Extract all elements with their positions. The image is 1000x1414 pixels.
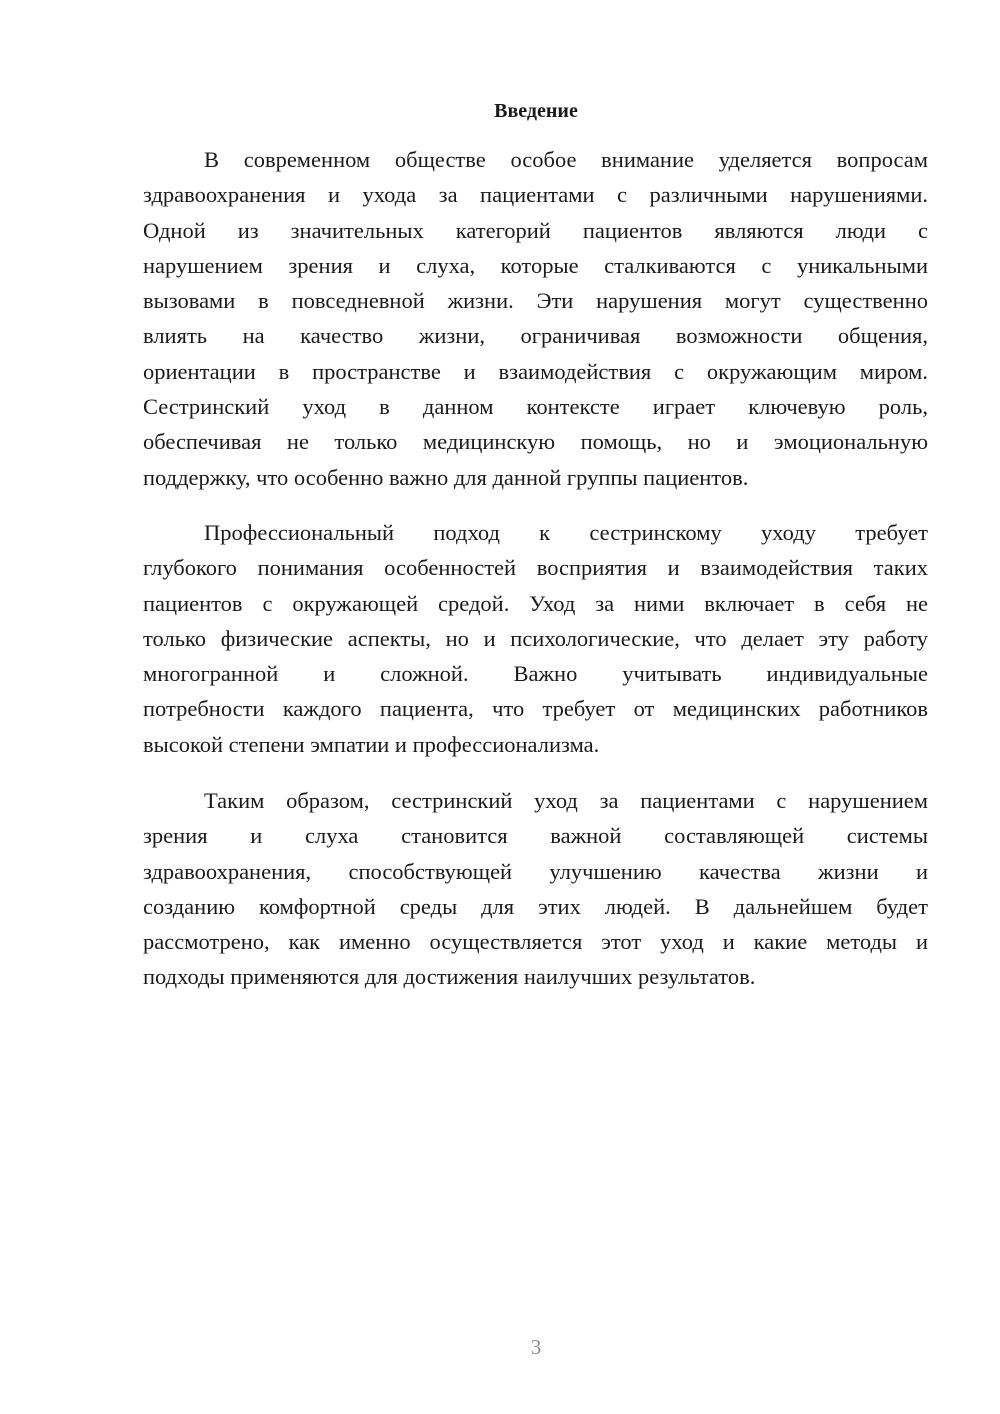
paragraph-line: подходы применяются для достижения наилучших результатов. <box>143 964 756 990</box>
paragraph-line: ориентации в пространстве и взаимодействия с окружающим миром. <box>143 358 928 384</box>
paragraph-line: В современном обществе особое внимание уделяется вопросам <box>204 147 928 172</box>
paragraph-1 <box>143 142 928 495</box>
page-number: 3 <box>530 1335 542 1359</box>
paragraph-line: Сестринский уход в данном контексте играет ключевую роль, <box>143 394 928 420</box>
paragraph-line: многогранной и сложной. Важно учитывать индивидуальные <box>143 661 928 687</box>
paragraph-line: здравоохранения, способствующей улучшению качества жизни и <box>143 858 928 884</box>
paragraph-line: Таким образом, сестринский уход за пациентами с нарушением <box>204 788 928 813</box>
paragraph-line: созданию комфортной среды для этих людей. В дальнейшем будет <box>143 893 928 919</box>
paragraph-line: потребности каждого пациента, что требует от медицинских работников <box>143 696 928 722</box>
paragraph-line: здравоохранения и ухода за пациентами с различными нарушениями. <box>143 182 928 208</box>
paragraph-2 <box>143 515 928 762</box>
paragraph-line: Одной из значительных категорий пациентов являются люди с <box>143 217 928 243</box>
paragraph-line: пациентов с окружающей средой. Уход за ними включает в себя не <box>143 590 928 616</box>
paragraph-line: только физические аспекты, но и психологические, что делает эту работу <box>143 625 928 651</box>
paragraph-line: влиять на качество жизни, ограничивая возможности общения, <box>143 323 928 349</box>
paragraph-line: Профессиональный подход к сестринскому уходу требует <box>204 520 928 545</box>
paragraph-line: глубокого понимания особенностей восприятия и взаимодействия таких <box>143 555 928 581</box>
paragraph-line: высокой степени эмпатии и профессионализма. <box>143 731 600 757</box>
paragraph-line: нарушением зрения и слуха, которые сталкиваются с уникальными <box>143 252 928 278</box>
paragraph-line: обеспечивая не только медицинскую помощь, но и эмоциональную <box>143 429 928 455</box>
paragraph-3 <box>143 783 928 995</box>
paragraph-line: зрения и слуха становится важной составляющей системы <box>143 823 928 849</box>
paragraph-line: вызовами в повседневной жизни. Эти нарушения могут существенно <box>143 288 928 314</box>
paragraph-line: рассмотрено, как именно осуществляется этот уход и какие методы и <box>143 929 928 955</box>
section-title: Введение <box>494 100 578 122</box>
paragraph-line: поддержку, что особенно важно для данной группы пациентов. <box>143 464 749 490</box>
